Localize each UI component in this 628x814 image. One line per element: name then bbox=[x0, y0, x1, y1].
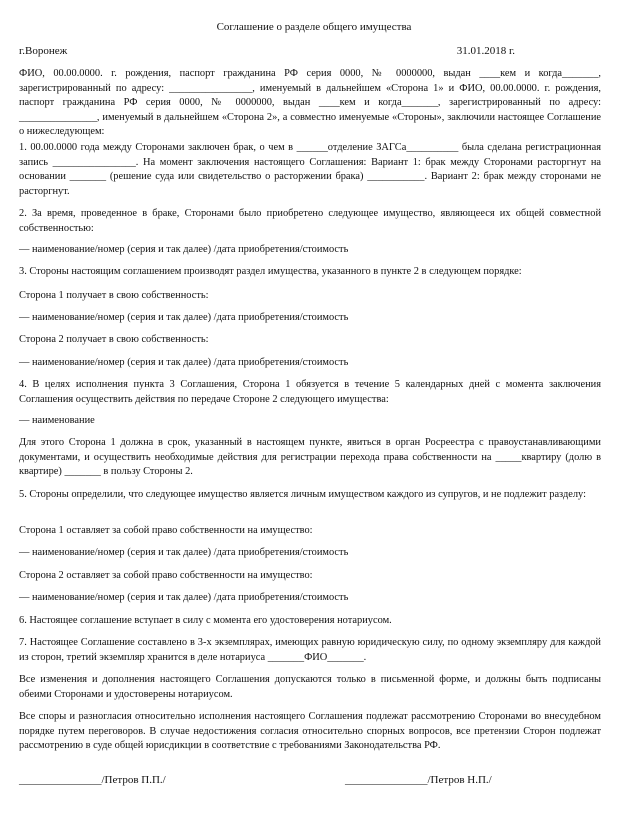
property-item: — наименование/номер (серия и так далее) /дата приобретения/стоимость bbox=[19, 312, 349, 323]
document-city: г.Воронеж bbox=[19, 45, 68, 57]
disputes-paragraph: Все споры и разногласия относительно исполнения настоящего Соглашения подлежат рассмотрению Сторонами во внесудебном порядке путем переговоров. В случае недостижения согласия относительно спорных вопросов, все претензии Сторон подлежат рассмотрению в суде общей юрисдикции в соответствие с требованиями Законодательства РФ. bbox=[19, 711, 601, 752]
side-1-retains: Сторона 1 оставляет за собой право собственности на имущество: bbox=[19, 525, 313, 536]
clause-4-transfer: 4. В целях исполнения пункта 3 Соглашения, Сторона 1 обязуется в течение 5 календарных дней с момента заключения Соглашения осуществить действия по передаче Стороне 2 следующего имущества: bbox=[19, 379, 601, 405]
signature-side-2: _______________/Петров Н.П./ bbox=[345, 774, 492, 786]
transfer-item: — наименование bbox=[19, 415, 95, 426]
clause-7-copies: 7. Настоящее Соглашение составлено в 3-х экземплярах, имеющих равную юридическую силу, по одному экземпляру для каждой из сторон, третий экземпляр хранится в деле нотариуса _______ФИО_______. bbox=[19, 637, 601, 663]
property-item: — наименование/номер (серия и так далее) /дата приобретения/стоимость bbox=[19, 592, 349, 603]
clause-4-rosreestr: Для этого Сторона 1 должна в срок, указанный в настоящем пункте, явиться в орган Росреестра с правоустанавливающими документами, и осуществить необходимые действия для регистрации перехода права собственности на _____квартиру (долю в квартире) _______ в пользу Стороны 2. bbox=[19, 437, 601, 478]
clause-6-effective: 6. Настоящее соглашение вступает в силу с момента его удостоверения нотариусом. bbox=[19, 615, 392, 626]
clause-3-division: 3. Стороны настоящим соглашением производят раздел имущества, указанного в пункте 2 в следующем порядке: bbox=[19, 266, 522, 277]
clause-2-property: 2. За время, проведенное в браке, Сторонами было приобретено следующее имущество, являющееся их общей совместной собственностью: bbox=[19, 208, 601, 234]
parties-paragraph: ФИО, 00.00.0000. г. рождения, паспорт гражданина РФ серия 0000, № 0000000, выдан ____кем и когда_______, зарегистрированный по адресу: ________________, именуемый в дальнейшем «Сторона 1» и ФИО, 00.00.0000. г. рождения, паспорт гражданина РФ серия 0000, № 0000000, выдан ____кем и когда_______, зарегистрированный по адресу: _______________, именуемый в дальнейшем «Сторона 2», а совместно именуемые «Стороны», заключили настоящее Соглашение о нижеследующем: bbox=[19, 68, 601, 138]
amendments-paragraph: Все изменения и дополнения настоящего Соглашения допускаются только в письменной форме, и должны быть подписаны обеими Сторонами и удостоверены нотариусом. bbox=[19, 674, 601, 700]
document-title: Соглашение о разделе общего имущества bbox=[216, 21, 412, 33]
property-item: — наименование/номер (серия и так далее) /дата приобретения/стоимость bbox=[19, 244, 349, 255]
clause-1-marriage: 1. 00.00.0000 года между Сторонами заключен брак, о чем в ______отделение ЗАГСа__________ была сделана регистрационная запись ________________. На момент заключения настоящего Соглашения: Вариант 1: брак между Сторонами расторгнут на основании _______ (решение суда или свидетельство о расторжении брака) ___________. Вариант 2: брак между сторонами не расторгнут. bbox=[19, 142, 601, 197]
property-item: — наименование/номер (серия и так далее) /дата приобретения/стоимость bbox=[19, 547, 349, 558]
property-item: — наименование/номер (серия и так далее) /дата приобретения/стоимость bbox=[19, 357, 349, 368]
signature-side-1: _______________/Петров П.П./ bbox=[19, 774, 166, 786]
side-1-receives: Сторона 1 получает в свою собственность: bbox=[19, 290, 209, 301]
document-date: 31.01.2018 г. bbox=[456, 45, 515, 57]
side-2-receives: Сторона 2 получает в свою собственность: bbox=[19, 334, 209, 345]
clause-5-personal-property: 5. Стороны определили, что следующее имущество является личным имуществом каждого из супругов, и не подлежит разделу: bbox=[19, 489, 587, 500]
side-2-retains: Сторона 2 оставляет за собой право собственности на имущество: bbox=[19, 570, 313, 581]
